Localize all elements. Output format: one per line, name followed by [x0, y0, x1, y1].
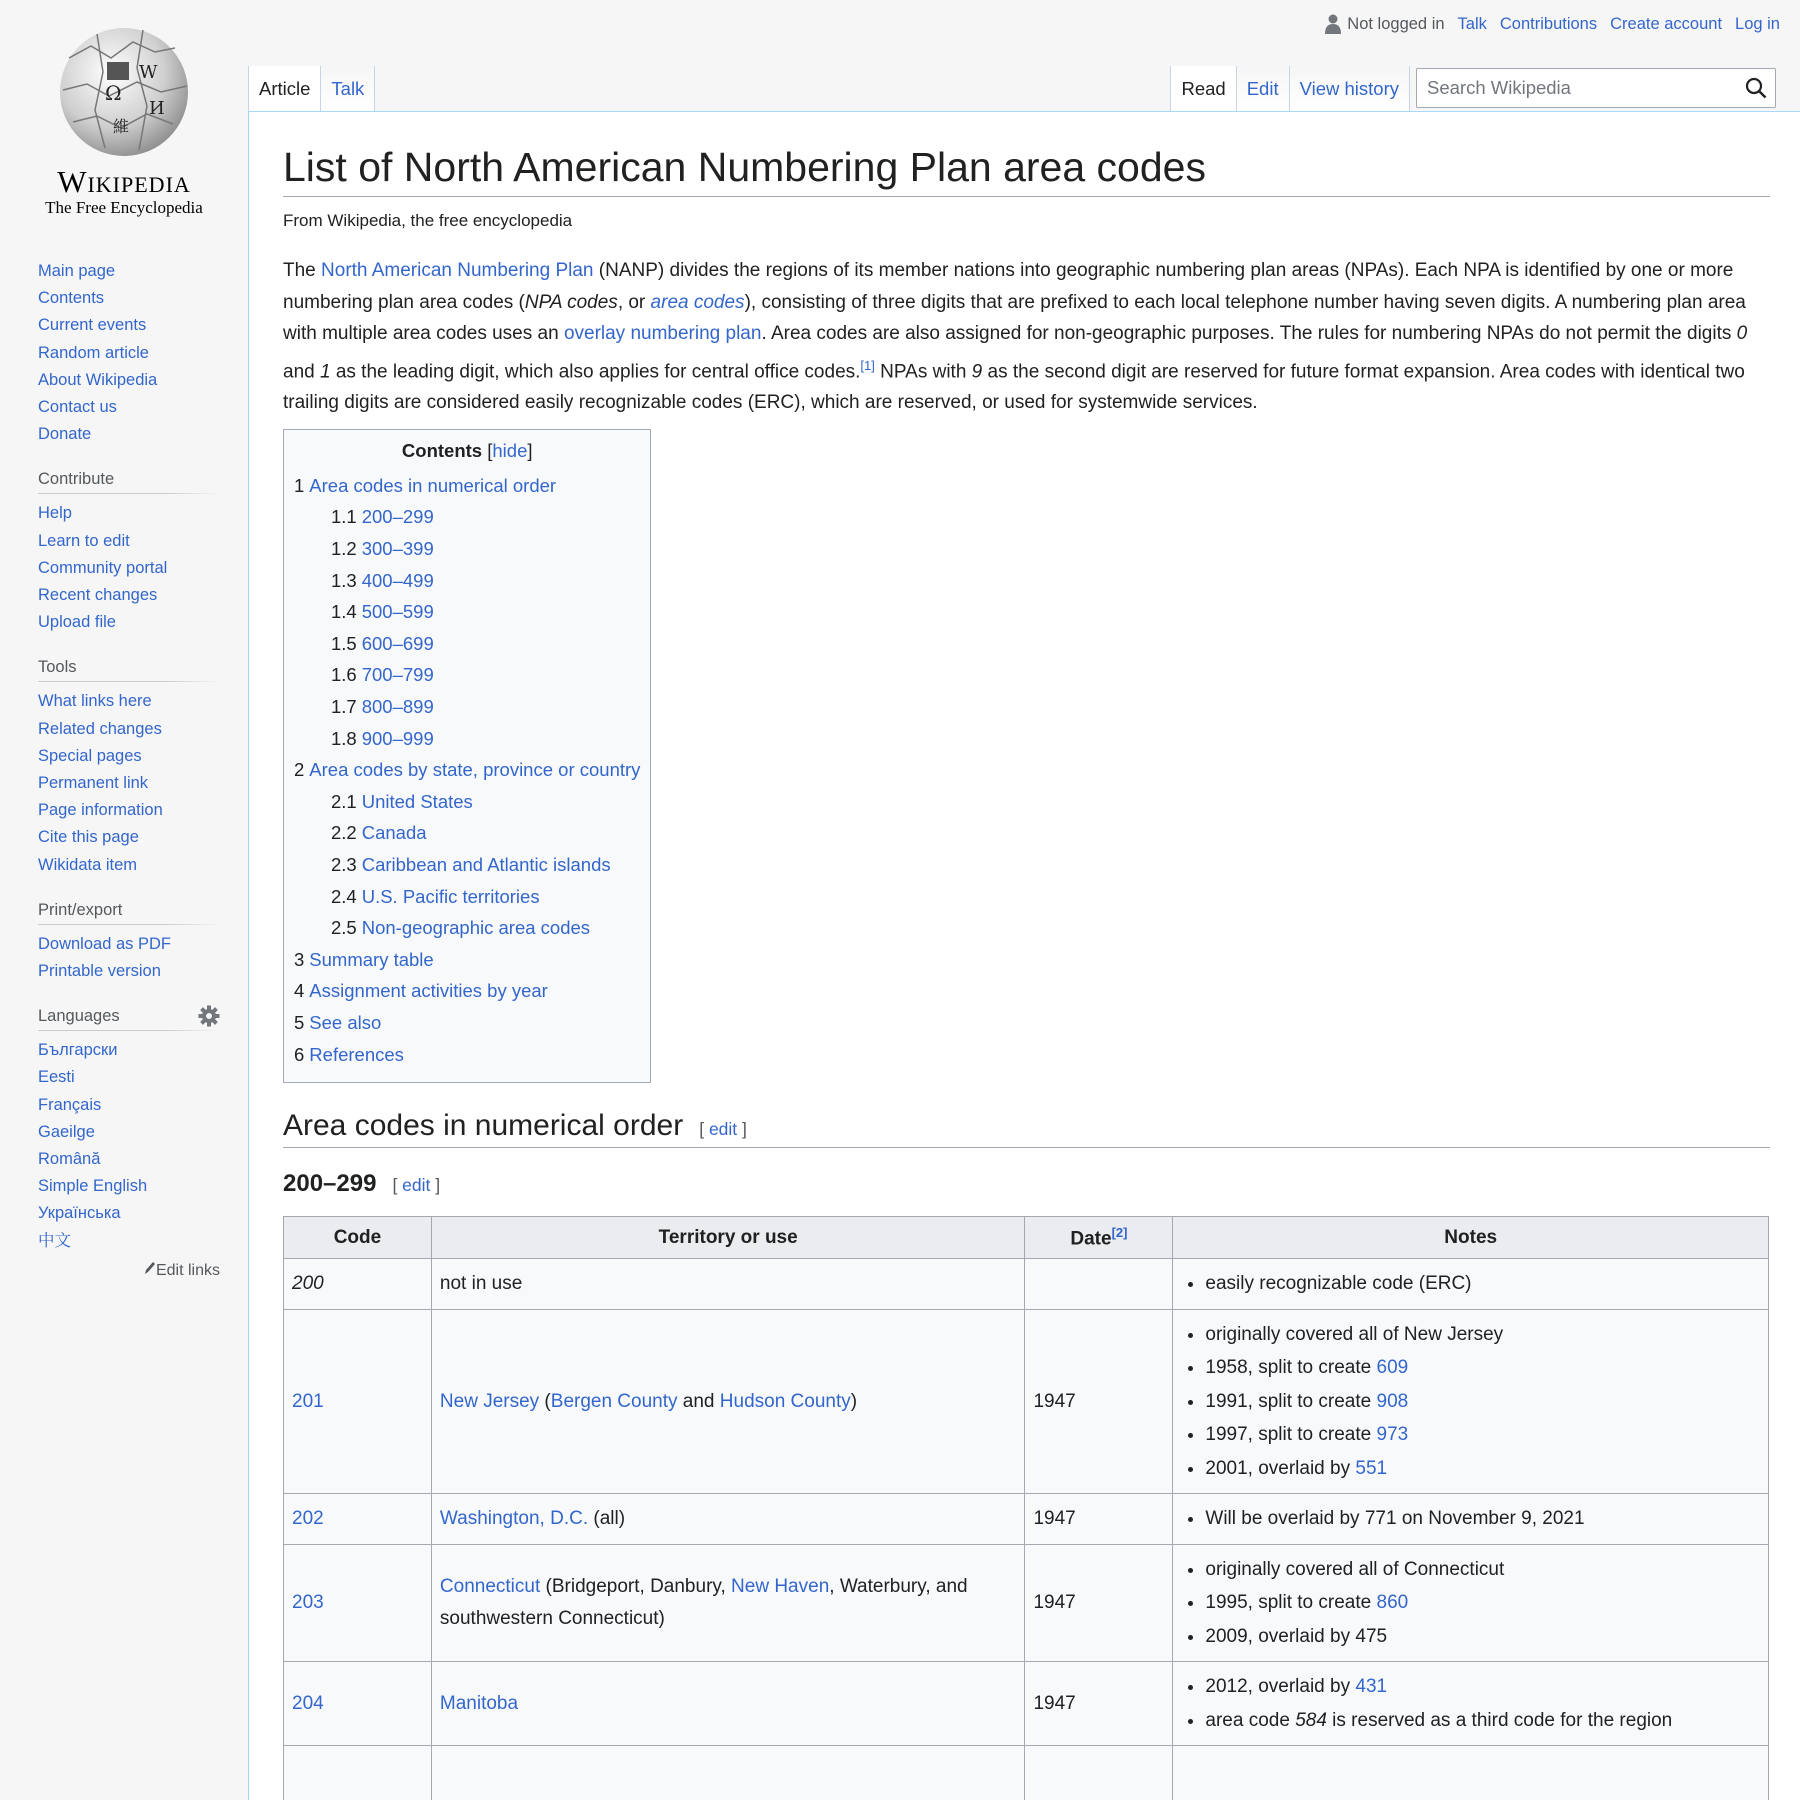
sidebar-item-community-portal[interactable]: Community portal	[38, 558, 168, 577]
sidebar-item-contents[interactable]: Contents	[38, 289, 105, 308]
note-link-908[interactable]: 908	[1376, 1390, 1409, 1412]
link-area-codes-text: area codes	[650, 291, 745, 313]
cell-territory	[431, 1746, 1025, 1800]
lead-digit: 0	[1736, 323, 1748, 344]
toc-hide-link[interactable]: hide	[492, 439, 528, 461]
toc-number: 2.4	[331, 885, 357, 907]
wikipedia-logo[interactable]	[18, 18, 230, 218]
code-link-202[interactable]: 202	[292, 1508, 324, 1530]
code-link-204[interactable]: 204	[292, 1692, 324, 1714]
note-link-431[interactable]: 431	[1355, 1676, 1388, 1698]
table-of-contents	[283, 429, 651, 1083]
gear-icon[interactable]	[198, 1005, 220, 1027]
portal-heading-languages	[38, 1007, 220, 1031]
toc-link[interactable]: Area codes by state, province or country	[309, 759, 641, 781]
note-text: originally covered all of Connecticut	[1205, 1558, 1505, 1580]
lang-simple-english[interactable]: Simple English	[38, 1177, 148, 1196]
lead-digit: 1	[319, 360, 331, 382]
link-washington-dc[interactable]: Washington, D.C.	[439, 1508, 589, 1530]
table-row	[284, 1494, 1769, 1545]
edit-section-link[interactable]: edit	[708, 1119, 738, 1140]
toc-link[interactable]: United States	[361, 790, 473, 812]
cell-notes	[1173, 1746, 1769, 1800]
sidebar-item-special-pages[interactable]: Special pages	[38, 746, 142, 765]
not-logged-in	[1325, 14, 1444, 34]
note-text: 1991, split to create	[1205, 1390, 1377, 1412]
sidebar-item-main-page[interactable]: Main page	[38, 262, 116, 280]
territory-text: (Bridgeport, Danbury,	[540, 1576, 732, 1598]
toc-item[interactable]	[294, 975, 640, 1007]
toc-number: 1.4	[331, 601, 357, 623]
ref-1[interactable]: [1]	[860, 357, 875, 373]
sidebar-item-current-events[interactable]: Current events	[38, 316, 147, 335]
navigation-list	[38, 258, 220, 448]
toc-item[interactable]	[294, 912, 640, 944]
note-link-551[interactable]: 551	[1355, 1457, 1388, 1479]
svg-text:И: И	[149, 98, 165, 119]
toc-link[interactable]: Non-geographic area codes	[361, 917, 591, 939]
cell-notes	[1173, 1494, 1769, 1545]
toc-item[interactable]	[294, 596, 640, 628]
pencil-icon	[144, 1261, 156, 1275]
svg-text:W: W	[139, 62, 158, 83]
cell-territory: not in use	[431, 1259, 1025, 1310]
toc-title-label: Contents	[401, 439, 483, 461]
toc-link[interactable]: 400–499	[361, 569, 434, 591]
header-date[interactable]	[1025, 1217, 1173, 1259]
toc-link[interactable]: U.S. Pacific territories	[361, 885, 540, 907]
link-hudson-county[interactable]: Hudson County	[719, 1390, 851, 1412]
edit-subsection-link[interactable]: edit	[402, 1175, 431, 1196]
toc-number: 2.1	[331, 790, 357, 812]
note-item	[1205, 1704, 1760, 1738]
search-icon[interactable]	[1745, 77, 1767, 99]
portal-languages	[38, 1007, 220, 1280]
link-new-haven[interactable]: New Haven	[731, 1576, 830, 1598]
cell-date	[1025, 1746, 1173, 1800]
globe-icon	[51, 18, 197, 160]
toc-item[interactable]	[294, 1007, 640, 1039]
lead-text: as the second digit are reserved for future format expansion. Area codes with identical two trailing digits are considered easily recognizable codes (ERC), which are reserved, or used for systemwide services.	[283, 360, 1745, 414]
code-value: 200	[292, 1273, 324, 1295]
not-logged-in-label: Not logged in	[1347, 14, 1445, 33]
toc-number: 1.5	[331, 632, 357, 654]
tab-talk[interactable]: Talk	[321, 66, 375, 112]
sidebar-item-contact-us[interactable]: Contact us	[38, 398, 117, 417]
note-text: 1958, split to create	[1205, 1357, 1377, 1379]
sidebar	[38, 258, 220, 1280]
cell-notes	[1173, 1544, 1769, 1662]
subsection-heading	[283, 1170, 1770, 1198]
toc-number: 2.2	[331, 822, 357, 844]
note-text: is reserved as a third code for the region	[1326, 1709, 1673, 1731]
toc-hide: [hide]	[487, 439, 533, 461]
personal-tools	[1325, 14, 1780, 34]
cell-code	[284, 1662, 432, 1746]
note-text: 1997, split to create	[1205, 1424, 1377, 1446]
lang-ukrainian[interactable]: Українська	[38, 1204, 121, 1223]
note-link-860[interactable]: 860	[1376, 1592, 1409, 1614]
note-item	[1205, 1670, 1760, 1704]
toc-number: 1.6	[331, 664, 357, 686]
lead-text: NPAs with	[874, 360, 972, 382]
lang-romanian[interactable]: Română	[38, 1150, 101, 1169]
section-heading	[283, 1109, 1770, 1148]
code-link-203[interactable]: 203	[292, 1592, 324, 1614]
note-text: area code	[1205, 1709, 1296, 1731]
portal-heading-contribute: Contribute	[38, 470, 220, 494]
sidebar-item-download-pdf[interactable]: Download as PDF	[38, 934, 171, 953]
portal-tools	[38, 658, 220, 878]
sidebar-item-what-links-here[interactable]: What links here	[38, 692, 152, 711]
toc-link[interactable]: See also	[309, 1011, 382, 1033]
table-row	[284, 1544, 1769, 1662]
link-bergen-county[interactable]: Bergen County	[550, 1390, 678, 1412]
contributions-link[interactable]: Contributions	[1499, 14, 1598, 33]
toc-list	[294, 470, 640, 1070]
sidebar-item-learn-to-edit[interactable]: Learn to edit	[38, 531, 130, 550]
sidebar-item-upload-file[interactable]: Upload file	[38, 613, 116, 632]
toc-link[interactable]: References	[309, 1043, 404, 1065]
edit-links-label: Edit links	[155, 1261, 220, 1279]
note-link-609[interactable]: 609	[1376, 1357, 1409, 1379]
toc-item[interactable]	[294, 691, 640, 723]
note-item	[1205, 1351, 1760, 1385]
tab-read[interactable]: Read	[1170, 66, 1236, 112]
toc-link[interactable]: 800–899	[361, 695, 434, 717]
section-heading-label: Area codes in numerical order	[283, 1109, 684, 1143]
toc-title	[294, 440, 640, 462]
note-item: • Will be overlaid by 771 on November 9, 2021	[1205, 1502, 1760, 1536]
header-territory[interactable]: Territory or use	[431, 1217, 1025, 1259]
cell-notes	[1173, 1259, 1769, 1310]
note-item	[1205, 1318, 1760, 1352]
lead-digit: 9	[971, 360, 983, 382]
toc-link[interactable]: 300–399	[361, 538, 434, 560]
toc-item[interactable]	[294, 470, 640, 502]
lead-text: The	[283, 260, 322, 281]
tab-edit[interactable]: Edit	[1237, 66, 1290, 112]
header-code[interactable]: Code	[284, 1217, 432, 1259]
toc-item[interactable]	[294, 1039, 640, 1071]
territory-text: , Waterbury, and southwestern Connecticut)	[439, 1576, 968, 1630]
cell-code	[284, 1259, 432, 1310]
toc-item[interactable]	[294, 565, 640, 597]
note-item	[1205, 1385, 1760, 1419]
sidebar-item-random-article[interactable]: Random article	[38, 343, 149, 362]
territory-text: (	[539, 1390, 551, 1412]
search-input[interactable]	[1425, 76, 1745, 100]
tab-article[interactable]: Article	[248, 66, 321, 112]
cell-territory	[431, 1544, 1025, 1662]
lang-french[interactable]: Français	[38, 1095, 102, 1114]
search-box	[1416, 68, 1776, 108]
wordmark: Wikipedia	[57, 164, 191, 199]
toc-item[interactable]	[294, 944, 640, 976]
view-tabs	[1170, 66, 1410, 112]
toc-link[interactable]: 200–299	[361, 506, 434, 528]
note-text: originally covered all of New Jersey	[1205, 1323, 1504, 1345]
lead-text: and	[283, 360, 320, 382]
toc-item[interactable]	[294, 628, 640, 660]
log-in-link[interactable]: Log in	[1735, 14, 1780, 33]
note-item	[1205, 1620, 1760, 1654]
table-row	[284, 1309, 1769, 1494]
lead-paragraph	[283, 255, 1770, 419]
note-text: 2012, overlaid by	[1205, 1676, 1356, 1698]
link-overlay-plan[interactable]: overlay numbering plan	[563, 323, 762, 344]
note-text: 1995, split to create	[1205, 1592, 1377, 1614]
sidebar-item-donate[interactable]: Donate	[38, 425, 92, 444]
namespace-tabs	[248, 66, 375, 112]
note-text: 2009, overlaid by 475	[1205, 1625, 1388, 1647]
link-area-codes[interactable]	[651, 292, 745, 313]
toc-link[interactable]: Canada	[361, 822, 427, 844]
svg-text:維: 維	[113, 117, 130, 136]
cell-date: 1947	[1025, 1544, 1173, 1662]
toc-number: 4	[294, 980, 305, 1002]
cell-notes	[1173, 1309, 1769, 1494]
toc-item[interactable]	[294, 501, 640, 533]
toc-item[interactable]	[294, 849, 640, 881]
sidebar-item-wikidata-item[interactable]: Wikidata item	[38, 855, 138, 874]
lead-text: as the leading digit, which also applies for central office codes.	[330, 360, 861, 382]
cell-territory	[431, 1494, 1025, 1545]
toc-number: 1.7	[331, 695, 357, 717]
sidebar-item-permanent-link[interactable]: Permanent link	[38, 774, 149, 793]
toc-number: 2.5	[331, 917, 357, 939]
cell-code	[284, 1309, 432, 1494]
territory-text: (all)	[588, 1508, 626, 1530]
toc-link[interactable]: Area codes in numerical order	[309, 474, 557, 496]
sidebar-item-page-information[interactable]: Page information	[38, 801, 163, 820]
ref-2[interactable]: [2]	[1111, 1225, 1128, 1241]
edit-section: [ edit ]	[699, 1119, 747, 1140]
toc-link[interactable]: Assignment activities by year	[309, 980, 548, 1002]
territory-text: )	[850, 1390, 858, 1412]
note-item	[1205, 1553, 1760, 1587]
toc-item[interactable]	[294, 723, 640, 755]
link-nanp[interactable]: North American Numbering Plan	[321, 260, 594, 281]
cell-territory	[431, 1662, 1025, 1746]
link-manitoba[interactable]: Manitoba	[439, 1692, 519, 1714]
table-row	[284, 1746, 1769, 1800]
lead-npa-codes: NPA codes	[524, 291, 618, 313]
note-link-973[interactable]: 973	[1376, 1424, 1409, 1446]
toc-number: 1.8	[331, 727, 357, 749]
area-codes-table	[283, 1216, 1769, 1800]
toc-number: 3	[294, 948, 305, 970]
talk-link[interactable]: Talk	[1457, 14, 1487, 33]
portal-heading-print-export: Print/export	[38, 901, 220, 925]
toc-number: 1.1	[331, 506, 357, 528]
toc-link[interactable]: 900–999	[361, 727, 434, 749]
site-subtitle: From Wikipedia, the free encyclopedia	[283, 211, 573, 230]
toc-link[interactable]: 500–599	[361, 601, 434, 623]
lang-chinese[interactable]: 中文	[38, 1231, 71, 1250]
tagline: The Free Encyclopedia	[45, 198, 203, 217]
cell-code	[284, 1494, 432, 1545]
sidebar-item-recent-changes[interactable]: Recent changes	[38, 586, 158, 605]
table-row	[284, 1259, 1769, 1310]
lang-estonian[interactable]: Eesti	[38, 1068, 75, 1087]
user-icon	[1325, 14, 1341, 34]
cell-date	[1025, 1259, 1173, 1310]
toc-number: 1.3	[331, 569, 357, 591]
note-item: • easily recognizable code (ERC)	[1205, 1267, 1760, 1301]
toc-item[interactable]	[294, 659, 640, 691]
link-connecticut[interactable]: Connecticut	[439, 1576, 541, 1598]
lead-text: (NANP) divides the regions of its member nations into geographic numbering plan areas (NPAs). Each NPA is identified by one or more numbering plan area codes (	[283, 260, 1734, 313]
page-title: List of North American Numbering Plan area codes	[283, 142, 1770, 197]
cell-date: 1947	[1025, 1662, 1173, 1746]
code-link-201[interactable]: 201	[292, 1390, 324, 1412]
languages-heading-label: Languages	[38, 1007, 120, 1026]
content	[248, 111, 1800, 1800]
create-account-link[interactable]: Create account	[1610, 14, 1723, 33]
toc-item[interactable]	[294, 881, 640, 913]
toc-number: 2	[294, 759, 305, 781]
svg-text:Ω: Ω	[105, 81, 122, 105]
toc-number: 2.3	[331, 853, 357, 875]
sidebar-item-related-changes[interactable]: Related changes	[38, 719, 162, 738]
toc-item[interactable]	[294, 533, 640, 565]
sidebar-item-cite-this-page[interactable]: Cite this page	[38, 828, 139, 847]
header-date-label: Date	[1070, 1228, 1112, 1250]
sidebar-item-about-wikipedia[interactable]: About Wikipedia	[38, 370, 158, 389]
toc-number: 1.2	[331, 538, 357, 560]
toc-link[interactable]: Summary table	[309, 948, 434, 970]
cell-notes	[1173, 1662, 1769, 1746]
note-text: 2001, overlaid by	[1205, 1457, 1356, 1479]
portal-heading-tools: Tools	[38, 658, 220, 682]
note-item	[1205, 1452, 1760, 1486]
territory-text: and	[677, 1390, 720, 1412]
note-italic: 584	[1295, 1709, 1327, 1731]
lang-irish[interactable]: Gaeilge	[38, 1122, 95, 1141]
note-item	[1205, 1418, 1760, 1452]
toc-number: 1	[294, 474, 305, 496]
toc-link[interactable]: 700–799	[361, 664, 434, 686]
cell-code	[284, 1746, 432, 1800]
lead-text: ), consisting of three digits that are prefixed to each local telephone number having seven digits. A numbering plan area with multiple area codes uses an	[283, 291, 1746, 344]
toc-link[interactable]: Caribbean and Atlantic islands	[361, 853, 611, 875]
lead-text: . Area codes are also assigned for non-geographic purposes. The rules for numbering NPAs do not permit the digits	[761, 323, 1737, 344]
edit-subsection: [ edit ]	[392, 1175, 441, 1196]
table-header-row	[284, 1217, 1769, 1259]
toc-link[interactable]: 600–699	[361, 632, 434, 654]
sidebar-item-printable-version[interactable]: Printable version	[38, 962, 161, 981]
toc-item[interactable]	[294, 754, 640, 786]
cell-code	[284, 1544, 432, 1662]
portal-print-export	[38, 901, 220, 985]
table-row	[284, 1662, 1769, 1746]
tab-view-history[interactable]: View history	[1290, 66, 1410, 112]
toc-number: 6	[294, 1043, 305, 1065]
note-item	[1205, 1586, 1760, 1620]
toc-item[interactable]	[294, 817, 640, 849]
link-new-jersey[interactable]: New Jersey	[439, 1390, 540, 1412]
header-notes[interactable]: Notes	[1173, 1217, 1769, 1259]
toc-number: 5	[294, 1011, 305, 1033]
sidebar-item-help[interactable]: Help	[38, 504, 72, 523]
lang-bulgarian[interactable]: Български	[38, 1041, 118, 1060]
toc-item[interactable]	[294, 786, 640, 818]
cell-date: 1947	[1025, 1494, 1173, 1545]
cell-territory	[431, 1309, 1025, 1494]
portal-contribute	[38, 470, 220, 636]
edit-links[interactable]	[38, 1261, 220, 1280]
subsection-heading-label: 200–299	[283, 1170, 377, 1198]
lead-text: , or	[617, 291, 651, 313]
cell-date: 1947	[1025, 1309, 1173, 1494]
